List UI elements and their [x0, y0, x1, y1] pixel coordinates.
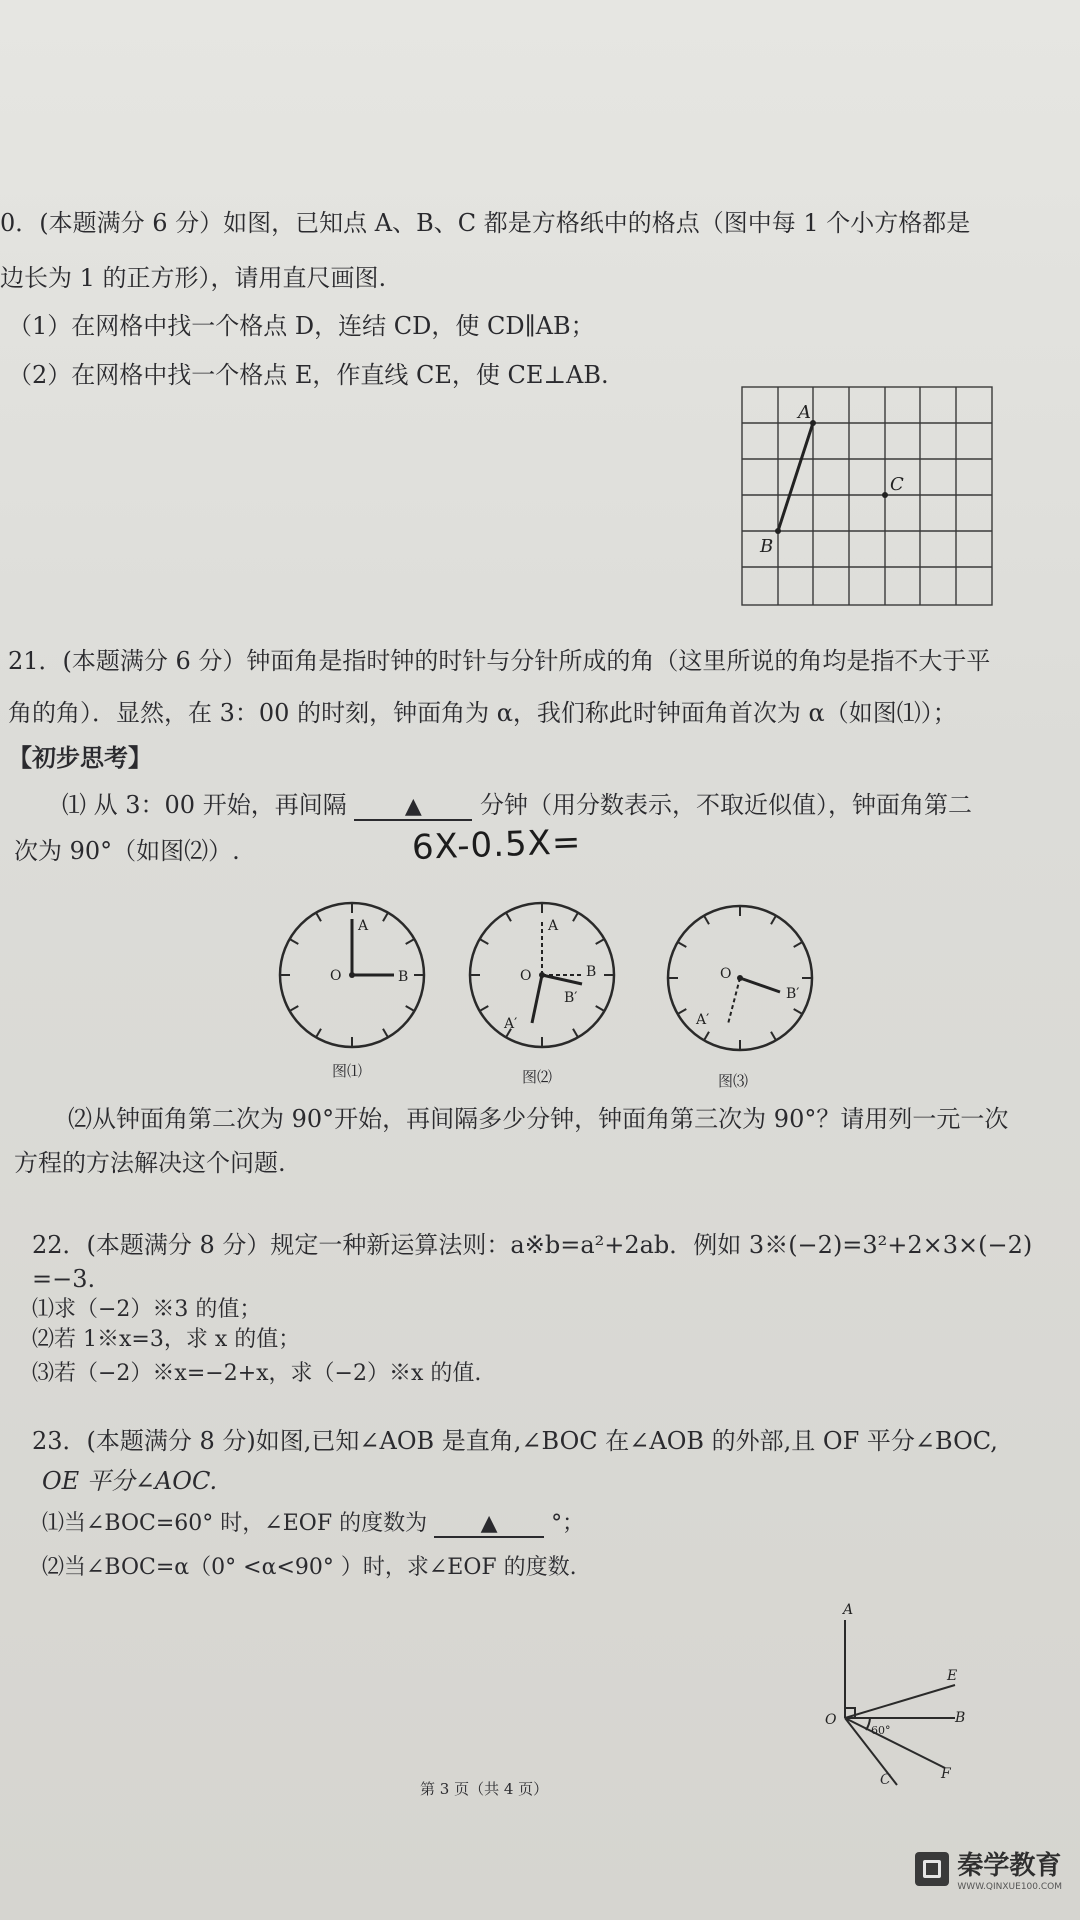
- q21-part2-line1: ⑵从钟面角第二次为 90°开始，再间隔多少分钟，钟面角第三次为 90°？请用列一元一次: [68, 1105, 1009, 1133]
- point-c-label: C: [890, 474, 904, 495]
- q20-item1: （1）在网格中找一个格点 D，连结 CD，使 CD∥AB；: [8, 312, 595, 340]
- q21-part2-line2: 方程的方法解决这个问题.: [14, 1149, 286, 1177]
- brand-logo-icon: [915, 1852, 949, 1886]
- svg-text:B′: B′: [564, 990, 578, 1006]
- figure-3-caption: 图⑶: [718, 1072, 749, 1090]
- svg-text:B′: B′: [786, 986, 800, 1002]
- angle-figure: [805, 1600, 985, 1782]
- q23-item1-start: ⑴当∠BOC=60° 时，∠EOF 的度数为: [42, 1511, 428, 1536]
- svg-text:E: E: [947, 1668, 958, 1684]
- point-b-label: B: [760, 536, 774, 557]
- q23-line2: OE 平分∠AOC.: [42, 1467, 218, 1495]
- q21-line1: 21．(本题满分 6 分）钟面角是指时钟的时针与分针所成的角（这里所说的角均是指不大于平: [8, 647, 991, 675]
- svg-text:O: O: [720, 966, 732, 982]
- svg-text:B: B: [586, 964, 597, 980]
- point-c-label: C: [880, 1772, 891, 1788]
- brand-name: 秦学教育: [957, 1851, 1062, 1881]
- q23-line1: 23．(本题满分 8 分)如图,已知∠AOB 是直角,∠BOC 在∠AOB 的外部,且 OF 平分∠BOC,: [32, 1427, 998, 1455]
- svg-text:B: B: [398, 969, 409, 985]
- section-heading: 【初步思考】: [8, 743, 152, 772]
- blank-marker: ▲: [404, 794, 422, 819]
- q22-line2: =−3.: [32, 1265, 96, 1293]
- q22-item1: ⑴求（−2）※3 的值；: [32, 1297, 262, 1322]
- svg-text:O: O: [330, 968, 342, 984]
- q20-line2: 边长为 1 的正方形），请用直尺画图.: [0, 264, 387, 292]
- clock-3: [668, 906, 812, 1050]
- svg-text:A: A: [843, 1602, 854, 1618]
- answer-blank-2: [434, 1512, 544, 1538]
- figure-1-caption: 图⑴: [332, 1062, 363, 1080]
- q23-item1: [42, 1512, 584, 1538]
- grid-figure: [740, 385, 995, 610]
- q20-item2: （2）在网格中找一个格点 E，作直线 CE，使 CE⊥AB.: [8, 361, 609, 389]
- handwritten-note: 6X-0.5X=: [411, 822, 583, 868]
- q21-part1-start: ⑴ 从 3：00 开始，再间隔: [62, 791, 347, 819]
- svg-text:O: O: [520, 968, 532, 984]
- svg-text:O: O: [825, 1712, 837, 1728]
- q21-part1-end: 分钟（用分数表示，不取近似值），钟面角第二: [479, 791, 972, 819]
- q22-item2: ⑵若 1※x=3，求 x 的值；: [32, 1327, 301, 1352]
- q21-line2: 角的角）．显然，在 3：00 的时刻，钟面角为 α，我们称此时钟面角首次为 α（如图⑴）；: [8, 699, 957, 727]
- q21-part1-line2: 次为 90°（如图⑵）.: [14, 837, 240, 865]
- page-footer: 第 3 页（共 4 页）: [420, 1780, 549, 1798]
- blank-marker: ▲: [480, 1511, 498, 1536]
- watermark-logo: [915, 1845, 1062, 1892]
- svg-text:A′: A′: [696, 1012, 710, 1028]
- figure-2-caption: 图⑵: [522, 1068, 553, 1086]
- brand-url: WWW.QINXUE100.COM: [957, 1882, 1062, 1892]
- q22-item3: ⑶若（−2）※x=−2+x，求（−2）※x 的值.: [32, 1361, 482, 1386]
- point-a-label: A: [798, 402, 811, 423]
- svg-text:A: A: [358, 918, 369, 934]
- segment-ab: [778, 423, 813, 531]
- q23-item1-end: °；: [551, 1511, 585, 1536]
- q23-item2: ⑵当∠BOC=α（0° <α<90° ）时，求∠EOF 的度数.: [42, 1555, 577, 1580]
- svg-text:60°: 60°: [871, 1724, 891, 1737]
- svg-text:F: F: [941, 1766, 951, 1782]
- q20-line1: 0．(本题满分 6 分）如图，已知点 A、B、C 都是方格纸中的格点（图中每 1 个小方格都是: [0, 209, 971, 237]
- answer-blank-1: [354, 792, 472, 821]
- q22-line1: 22．(本题满分 8 分）规定一种新运算法则：a※b=a²+2ab．例如 3※(−2)=3²+2×3×(−2): [32, 1231, 1033, 1259]
- q21-part1-line1: [62, 792, 972, 821]
- svg-text:A′: A′: [504, 1016, 518, 1032]
- svg-text:A: A: [548, 918, 559, 934]
- svg-text:B: B: [955, 1710, 966, 1726]
